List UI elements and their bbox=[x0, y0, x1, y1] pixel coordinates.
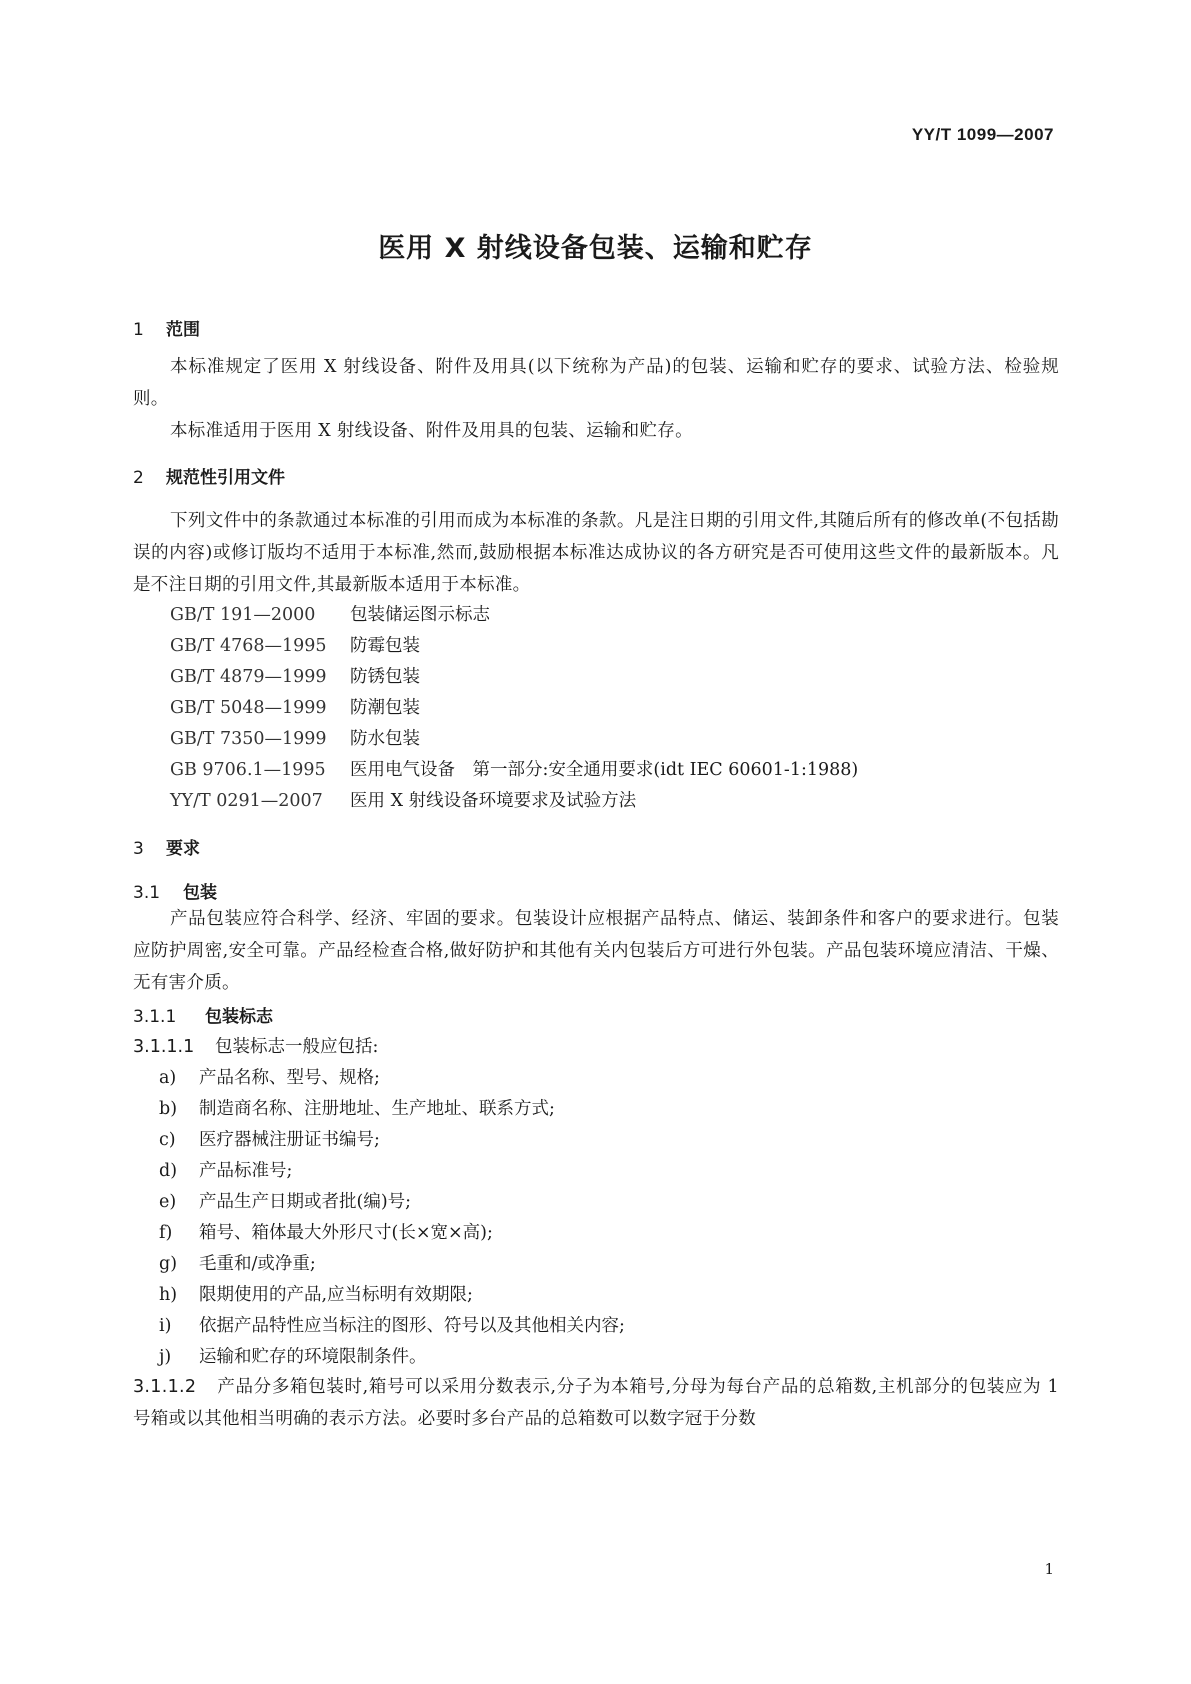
list-item bbox=[159, 1064, 380, 1089]
subsection-number: 3.1.1 bbox=[133, 1007, 177, 1027]
subsection-number: 3.1 bbox=[133, 883, 161, 903]
subsection-3-1-paragraph: 产品包装应符合科学、经济、牢固的要求。包装设计应根据产品特点、储运、装卸条件和客户的要求进行。包装应防护周密,安全可靠。产品经检查合格,做好防护和其他有关内包装后方可进行外包装。产品包装环境应清洁、干燥、无有害介质。 bbox=[133, 909, 1059, 993]
document-title: 医用 X 射线设备包装、运输和贮存 bbox=[378, 233, 813, 264]
reference-item bbox=[170, 632, 420, 657]
list-item-text: 产品生产日期或者批(编)号; bbox=[199, 1192, 412, 1212]
clause-text: 包装标志一般应包括: bbox=[215, 1037, 379, 1057]
reference-item bbox=[170, 601, 490, 626]
list-item bbox=[159, 1095, 555, 1120]
section-3-heading bbox=[133, 834, 200, 859]
list-item-label: h) bbox=[159, 1285, 178, 1305]
list-item-label: j) bbox=[159, 1347, 172, 1367]
list-item-text: 产品标准号; bbox=[199, 1161, 293, 1181]
section-1-paragraph-1: 本标准规定了医用 X 射线设备、附件及用具(以下统称为产品)的包装、运输和贮存的要求、试验方法、检验规则。 bbox=[133, 357, 1059, 409]
list-item-label: a) bbox=[159, 1068, 177, 1088]
list-item bbox=[159, 1343, 427, 1368]
reference-title: 包装储运图示标志 bbox=[350, 605, 490, 625]
reference-code: GB/T 7350—1999 bbox=[170, 729, 327, 749]
list-item bbox=[159, 1188, 411, 1213]
list-item-text: 产品名称、型号、规格; bbox=[199, 1068, 380, 1088]
list-item-text: 毛重和/或净重; bbox=[199, 1254, 316, 1274]
list-item-text: 依据产品特性应当标注的图形、符号以及其他相关内容; bbox=[199, 1316, 625, 1336]
clause-text: 产品分多箱包装时,箱号可以采用分数表示,分子为本箱号,分母为每台产品的总箱数,主机部分的包装应为 1 号箱或以其他相当明确的表示方法。必要时多台产品的总箱数可以数字冠于分数 bbox=[133, 1377, 1059, 1429]
standard-number: YY/T 1099—2007 bbox=[911, 125, 1054, 144]
clause-number: 3.1.1.2 bbox=[133, 1377, 197, 1397]
list-item-label: f) bbox=[159, 1223, 173, 1243]
reference-code: GB 9706.1—1995 bbox=[170, 760, 326, 780]
list-item bbox=[159, 1157, 292, 1182]
clause-number: 3.1.1.1 bbox=[133, 1037, 195, 1057]
section-1-heading bbox=[133, 315, 200, 340]
list-item-text: 箱号、箱体最大外形尺寸(长×宽×高); bbox=[199, 1223, 493, 1243]
list-item bbox=[159, 1126, 380, 1151]
reference-title: 防霉包装 bbox=[350, 636, 420, 656]
subsection-title: 包装标志 bbox=[205, 1007, 273, 1027]
section-title: 范围 bbox=[166, 320, 200, 340]
reference-code: GB/T 5048—1999 bbox=[170, 698, 327, 718]
reference-item bbox=[170, 725, 420, 750]
section-number: 3 bbox=[133, 839, 144, 859]
subsection-3-1-1-heading bbox=[133, 1002, 273, 1027]
page-number: 1 bbox=[1044, 1560, 1054, 1578]
list-item-text: 医疗器械注册证书编号; bbox=[199, 1130, 380, 1150]
reference-item bbox=[170, 756, 858, 781]
section-title: 要求 bbox=[166, 839, 200, 859]
list-item-label: e) bbox=[159, 1192, 177, 1212]
section-number: 2 bbox=[133, 468, 144, 488]
reference-code: GB/T 191—2000 bbox=[170, 605, 316, 625]
reference-item bbox=[170, 663, 420, 688]
list-item-label: b) bbox=[159, 1099, 178, 1119]
list-item-label: d) bbox=[159, 1161, 178, 1181]
list-item bbox=[159, 1312, 625, 1337]
reference-title: 防水包装 bbox=[350, 729, 420, 749]
reference-title: 防潮包装 bbox=[350, 698, 420, 718]
reference-item bbox=[170, 694, 420, 719]
section-2-paragraph: 下列文件中的条款通过本标准的引用而成为本标准的条款。凡是注日期的引用文件,其随后所有的修改单(不包括勘误的内容)或修订版均不适用于本标准,然而,鼓励根据本标准达成协议的各方研究是否可使用这些文件的最新版本。凡是不注日期的引用文件,其最新版本适用于本标准。 bbox=[133, 511, 1059, 595]
section-number: 1 bbox=[133, 320, 144, 340]
list-item bbox=[159, 1219, 493, 1244]
list-item-text: 制造商名称、注册地址、生产地址、联系方式; bbox=[199, 1099, 555, 1119]
reference-title: 医用电气设备 第一部分:安全通用要求(idt IEC 60601-1:1988) bbox=[350, 760, 859, 780]
subsection-title: 包装 bbox=[183, 883, 217, 903]
section-2-heading bbox=[133, 463, 285, 488]
list-item bbox=[159, 1250, 316, 1275]
clause-3-1-1-1 bbox=[133, 1033, 378, 1058]
list-item-label: g) bbox=[159, 1254, 178, 1274]
reference-title: 防锈包装 bbox=[350, 667, 420, 687]
section-1-paragraph-2: 本标准适用于医用 X 射线设备、附件及用具的包装、运输和贮存。 bbox=[170, 421, 693, 441]
list-item bbox=[159, 1281, 473, 1306]
reference-code: YY/T 0291—2007 bbox=[170, 791, 323, 811]
list-item-text: 限期使用的产品,应当标明有效期限; bbox=[199, 1285, 473, 1305]
clause-3-1-1-2 bbox=[133, 1371, 1059, 1435]
list-item-label: c) bbox=[159, 1130, 176, 1150]
reference-title: 医用 X 射线设备环境要求及试验方法 bbox=[350, 791, 637, 811]
reference-code: GB/T 4768—1995 bbox=[170, 636, 327, 656]
section-title: 规范性引用文件 bbox=[166, 468, 285, 488]
list-item-label: i) bbox=[159, 1316, 172, 1336]
reference-code: GB/T 4879—1999 bbox=[170, 667, 327, 687]
subsection-3-1-heading bbox=[133, 878, 217, 903]
list-item-text: 运输和贮存的环境限制条件。 bbox=[199, 1347, 427, 1367]
reference-item bbox=[170, 787, 636, 812]
